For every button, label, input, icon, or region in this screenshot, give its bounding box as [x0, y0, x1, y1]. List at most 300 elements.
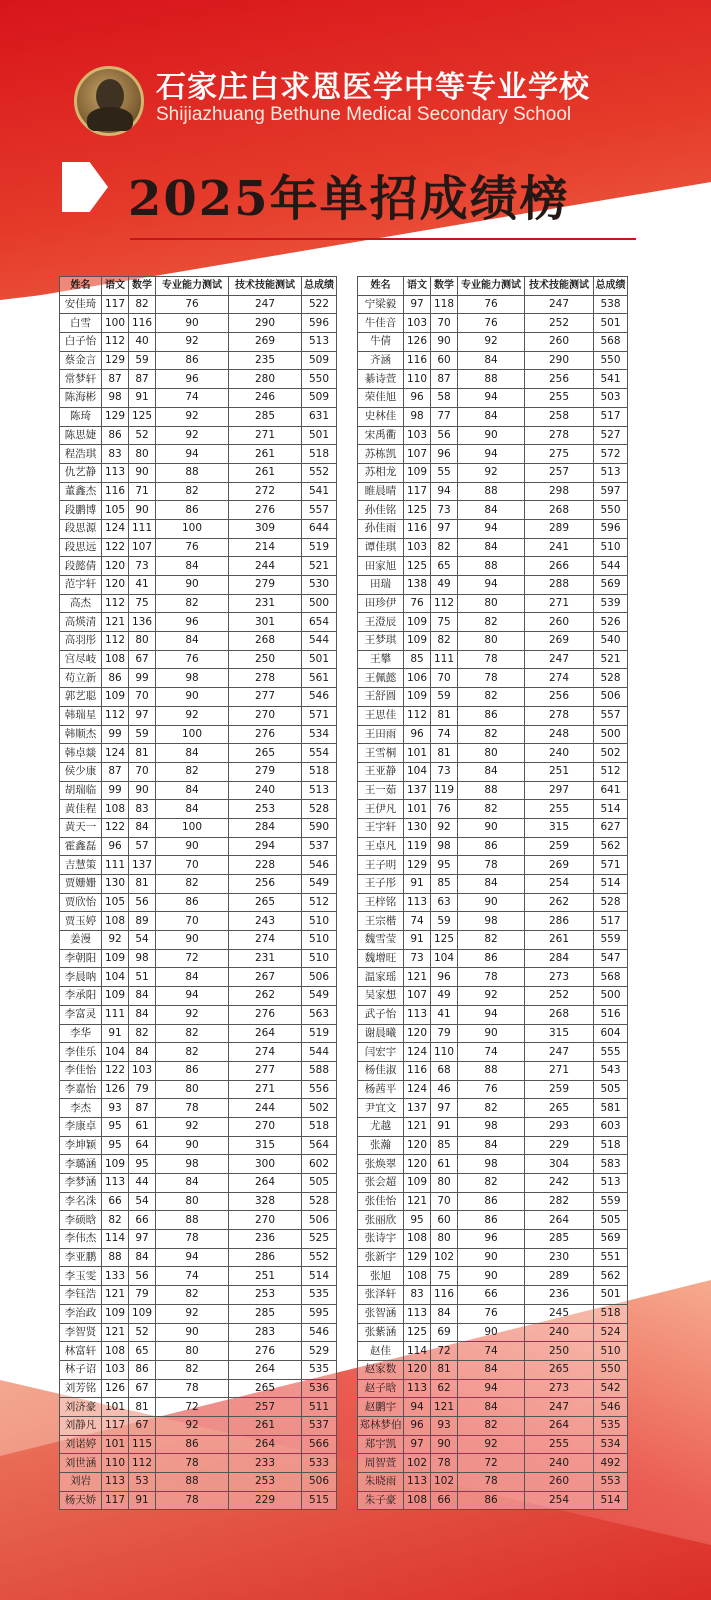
- score-cell: 125: [404, 501, 431, 520]
- score-cell: 80: [431, 1174, 458, 1193]
- student-name-cell: 段思源: [60, 519, 102, 538]
- score-cell: 328: [229, 1192, 302, 1211]
- score-cell: 97: [129, 1230, 156, 1249]
- student-name-cell: 刘芳铭: [60, 1379, 102, 1398]
- score-cell: 252: [525, 314, 594, 333]
- score-cell: 265: [229, 893, 302, 912]
- score-cell: 261: [229, 463, 302, 482]
- score-cell: 506: [302, 1211, 337, 1230]
- student-name-cell: 李智贤: [60, 1323, 102, 1342]
- score-cell: 518: [594, 1136, 628, 1155]
- table-row: [358, 1491, 628, 1510]
- logo-bust-body: [87, 107, 133, 131]
- score-cell: 284: [525, 949, 594, 968]
- score-cell: 276: [229, 501, 302, 520]
- school-name-english: Shijiazhuang Bethune Medical Secondary School: [156, 104, 572, 125]
- table-row: [358, 1024, 628, 1043]
- score-cell: 505: [594, 1211, 628, 1230]
- score-cell: 130: [404, 818, 431, 837]
- student-name-cell: 张旭: [358, 1267, 404, 1286]
- table-row: [60, 800, 337, 819]
- score-cell: 82: [156, 482, 229, 501]
- student-name-cell: 张丽欣: [358, 1211, 404, 1230]
- student-name-cell: 王卓凡: [358, 837, 404, 856]
- score-cell: 261: [229, 1416, 302, 1435]
- score-cell: 41: [431, 1005, 458, 1024]
- table-row: [60, 370, 337, 389]
- score-cell: 298: [525, 482, 594, 501]
- table-row: [358, 949, 628, 968]
- score-cell: 644: [302, 519, 337, 538]
- score-cell: 78: [156, 1491, 229, 1510]
- score-cell: 90: [431, 1435, 458, 1454]
- score-cell: 133: [102, 1267, 129, 1286]
- score-cell: 510: [302, 949, 337, 968]
- score-cell: 514: [594, 800, 628, 819]
- score-cell: 57: [129, 837, 156, 856]
- score-cell: 97: [404, 295, 431, 314]
- table-row: [60, 875, 337, 894]
- score-cell: 547: [594, 949, 628, 968]
- table-row: [60, 426, 337, 445]
- student-name-cell: 黄佳程: [60, 800, 102, 819]
- score-cell: 61: [431, 1155, 458, 1174]
- table-row: [60, 893, 337, 912]
- student-name-cell: 王澄辰: [358, 613, 404, 632]
- score-cell: 112: [102, 594, 129, 613]
- score-cell: 278: [525, 706, 594, 725]
- score-cell: 137: [129, 856, 156, 875]
- score-cell: 84: [458, 762, 525, 781]
- student-name-cell: 李坤颖: [60, 1136, 102, 1155]
- score-cell: 80: [129, 445, 156, 464]
- score-cell: 84: [458, 538, 525, 557]
- score-cell: 270: [229, 1117, 302, 1136]
- score-cell: 113: [404, 1379, 431, 1398]
- score-cell: 106: [404, 669, 431, 688]
- student-name-cell: 赵子晗: [358, 1379, 404, 1398]
- score-cell: 129: [102, 351, 129, 370]
- table-row: [358, 351, 628, 370]
- table-row: [60, 445, 337, 464]
- score-cell: 100: [156, 818, 229, 837]
- table-row: [60, 1379, 337, 1398]
- score-cell: 559: [594, 931, 628, 950]
- student-name-cell: 李承阳: [60, 987, 102, 1006]
- score-cell: 76: [458, 314, 525, 333]
- score-cell: 513: [302, 781, 337, 800]
- score-cell: 266: [525, 557, 594, 576]
- score-cell: 257: [525, 463, 594, 482]
- score-cell: 274: [229, 931, 302, 950]
- table-row: [358, 1435, 628, 1454]
- score-cell: 293: [525, 1117, 594, 1136]
- score-cell: 129: [404, 1248, 431, 1267]
- score-cell: 69: [431, 1323, 458, 1342]
- student-name-cell: 王梓铭: [358, 893, 404, 912]
- score-cell: 525: [302, 1230, 337, 1249]
- table-row: [358, 1174, 628, 1193]
- score-cell: 76: [458, 1080, 525, 1099]
- student-name-cell: 刘世涵: [60, 1454, 102, 1473]
- score-cell: 78: [458, 650, 525, 669]
- score-cell: 70: [156, 856, 229, 875]
- student-name-cell: 牛佳音: [358, 314, 404, 333]
- student-name-cell: 牛倩: [358, 333, 404, 352]
- score-cell: 111: [102, 1005, 129, 1024]
- score-cell: 94: [458, 445, 525, 464]
- student-name-cell: 仇艺静: [60, 463, 102, 482]
- table-row: [60, 1024, 337, 1043]
- score-cell: 74: [156, 1267, 229, 1286]
- score-cell: 90: [129, 463, 156, 482]
- table-row: [358, 1360, 628, 1379]
- score-cell: 91: [129, 1491, 156, 1510]
- score-cell: 236: [525, 1286, 594, 1305]
- score-cell: 261: [525, 931, 594, 950]
- table-row: [358, 856, 628, 875]
- score-cell: 279: [229, 576, 302, 595]
- table-row: [60, 650, 337, 669]
- score-cell: 264: [525, 1211, 594, 1230]
- table-row: [358, 1416, 628, 1435]
- score-cell: 79: [129, 1080, 156, 1099]
- score-cell: 109: [102, 949, 129, 968]
- score-cell: 113: [404, 1304, 431, 1323]
- score-cell: 554: [302, 744, 337, 763]
- score-cell: 588: [302, 1061, 337, 1080]
- score-cell: 88: [458, 781, 525, 800]
- score-cell: 280: [229, 370, 302, 389]
- score-cell: 581: [594, 1099, 628, 1118]
- student-name-cell: 李朝阳: [60, 949, 102, 968]
- student-name-cell: 赵佳: [358, 1342, 404, 1361]
- score-cell: 501: [594, 314, 628, 333]
- score-cell: 260: [525, 613, 594, 632]
- student-name-cell: 睢晨晴: [358, 482, 404, 501]
- student-name-cell: 王宗楷: [358, 912, 404, 931]
- score-cell: 80: [458, 744, 525, 763]
- table-row: [358, 1473, 628, 1492]
- table-row: [60, 1491, 337, 1510]
- score-cell: 92: [458, 1435, 525, 1454]
- table-row: [358, 632, 628, 651]
- score-cell: 265: [525, 1099, 594, 1118]
- student-name-cell: 张紫涵: [358, 1323, 404, 1342]
- table-row: [60, 669, 337, 688]
- student-name-cell: 韩卓燚: [60, 744, 102, 763]
- score-cell: 112: [102, 706, 129, 725]
- score-cell: 544: [594, 557, 628, 576]
- score-cell: 240: [525, 1323, 594, 1342]
- score-cell: 86: [129, 1360, 156, 1379]
- student-name-cell: 高煐清: [60, 613, 102, 632]
- score-cell: 82: [129, 295, 156, 314]
- score-cell: 105: [102, 501, 129, 520]
- score-cell: 82: [431, 538, 458, 557]
- score-cell: 98: [156, 1155, 229, 1174]
- table-row: [60, 837, 337, 856]
- score-cell: 65: [431, 557, 458, 576]
- column-header: 总成绩: [594, 277, 628, 296]
- score-cell: 255: [525, 800, 594, 819]
- score-cell: 114: [102, 1230, 129, 1249]
- column-header: 专业能力测试: [156, 277, 229, 296]
- table-row: [60, 706, 337, 725]
- score-cell: 94: [404, 1398, 431, 1417]
- score-cell: 90: [156, 576, 229, 595]
- score-cell: 285: [229, 407, 302, 426]
- score-cell: 76: [458, 1304, 525, 1323]
- score-cell: 67: [129, 650, 156, 669]
- score-cell: 138: [404, 576, 431, 595]
- score-cell: 91: [404, 875, 431, 894]
- table-row: [358, 482, 628, 501]
- score-cell: 262: [229, 987, 302, 1006]
- student-name-cell: 张泽轩: [358, 1286, 404, 1305]
- score-cell: 107: [129, 538, 156, 557]
- score-cell: 572: [594, 445, 628, 464]
- score-cell: 276: [229, 1342, 302, 1361]
- score-cell: 60: [431, 1211, 458, 1230]
- table-row: [358, 407, 628, 426]
- student-name-cell: 李钰浩: [60, 1286, 102, 1305]
- score-cell: 86: [156, 1435, 229, 1454]
- score-cell: 56: [129, 1267, 156, 1286]
- score-cell: 84: [129, 1005, 156, 1024]
- score-cell: 99: [102, 725, 129, 744]
- student-name-cell: 李晨呐: [60, 968, 102, 987]
- score-cell: 251: [229, 1267, 302, 1286]
- score-cell: 100: [156, 725, 229, 744]
- score-cell: 501: [302, 426, 337, 445]
- table-row: [60, 1043, 337, 1062]
- score-cell: 278: [525, 426, 594, 445]
- score-cell: 98: [458, 1117, 525, 1136]
- table-row: [358, 1136, 628, 1155]
- score-cell: 566: [302, 1435, 337, 1454]
- score-cell: 556: [302, 1080, 337, 1099]
- student-name-cell: 李佳乐: [60, 1043, 102, 1062]
- score-cell: 87: [102, 762, 129, 781]
- table-row: [358, 837, 628, 856]
- student-name-cell: 朱子豪: [358, 1491, 404, 1510]
- score-cell: 96: [458, 1230, 525, 1249]
- student-name-cell: 齐涵: [358, 351, 404, 370]
- score-cell: 120: [404, 1360, 431, 1379]
- score-cell: 270: [229, 1211, 302, 1230]
- score-cell: 273: [525, 968, 594, 987]
- score-cell: 102: [431, 1473, 458, 1492]
- score-cell: 87: [129, 370, 156, 389]
- column-header: 专业能力测试: [458, 277, 525, 296]
- student-name-cell: 刘济豪: [60, 1398, 102, 1417]
- score-cell: 571: [302, 706, 337, 725]
- score-cell: 70: [156, 912, 229, 931]
- table-header-row: [60, 277, 337, 296]
- score-cell: 82: [458, 688, 525, 707]
- score-cell: 111: [102, 856, 129, 875]
- score-cell: 231: [229, 949, 302, 968]
- score-cell: 240: [525, 1454, 594, 1473]
- score-cell: 247: [525, 650, 594, 669]
- score-cell: 71: [129, 482, 156, 501]
- score-cell: 85: [404, 650, 431, 669]
- score-cell: 78: [156, 1379, 229, 1398]
- score-cell: 108: [404, 1491, 431, 1510]
- table-row: [358, 1192, 628, 1211]
- score-cell: 518: [594, 1304, 628, 1323]
- score-cell: 86: [458, 949, 525, 968]
- score-cell: 108: [102, 912, 129, 931]
- student-name-cell: 贾欣怡: [60, 893, 102, 912]
- score-cell: 550: [594, 501, 628, 520]
- score-cell: 230: [525, 1248, 594, 1267]
- score-cell: 254: [525, 1491, 594, 1510]
- score-cell: 84: [458, 407, 525, 426]
- table-row: [358, 1286, 628, 1305]
- table-row: [358, 538, 628, 557]
- score-cell: 512: [302, 893, 337, 912]
- table-row: [60, 1174, 337, 1193]
- score-cell: 258: [525, 407, 594, 426]
- score-cell: 288: [525, 576, 594, 595]
- score-cell: 119: [431, 781, 458, 800]
- score-cell: 569: [594, 1230, 628, 1249]
- student-name-cell: 侯少康: [60, 762, 102, 781]
- score-cell: 98: [404, 407, 431, 426]
- score-cell: 96: [404, 389, 431, 408]
- score-cell: 96: [404, 1416, 431, 1435]
- score-cell: 557: [302, 501, 337, 520]
- score-table-left: [59, 276, 337, 1510]
- table-row: [60, 688, 337, 707]
- score-cell: 276: [229, 725, 302, 744]
- score-cell: 112: [431, 594, 458, 613]
- score-cell: 95: [102, 1136, 129, 1155]
- score-cell: 92: [156, 706, 229, 725]
- table-row: [60, 295, 337, 314]
- table-row: [60, 1454, 337, 1473]
- score-cell: 590: [302, 818, 337, 837]
- score-cell: 125: [431, 931, 458, 950]
- table-row: [358, 781, 628, 800]
- score-cell: 563: [302, 1005, 337, 1024]
- table-row: [60, 1061, 337, 1080]
- score-cell: 86: [102, 426, 129, 445]
- table-row: [60, 1080, 337, 1099]
- score-cell: 544: [302, 632, 337, 651]
- score-cell: 99: [129, 669, 156, 688]
- score-cell: 90: [156, 314, 229, 333]
- table-row: [60, 987, 337, 1006]
- score-cell: 112: [102, 333, 129, 352]
- student-name-cell: 王伊凡: [358, 800, 404, 819]
- score-cell: 91: [404, 931, 431, 950]
- score-cell: 120: [102, 557, 129, 576]
- score-cell: 80: [129, 632, 156, 651]
- score-cell: 56: [431, 426, 458, 445]
- score-cell: 500: [302, 594, 337, 613]
- score-cell: 309: [229, 519, 302, 538]
- score-cell: 98: [458, 912, 525, 931]
- score-cell: 90: [458, 1024, 525, 1043]
- score-cell: 583: [594, 1155, 628, 1174]
- table-row: [60, 1267, 337, 1286]
- score-cell: 244: [229, 1099, 302, 1118]
- score-cell: 277: [229, 688, 302, 707]
- student-name-cell: 段鹏博: [60, 501, 102, 520]
- score-cell: 112: [102, 632, 129, 651]
- score-cell: 91: [102, 1024, 129, 1043]
- table-row: [358, 1005, 628, 1024]
- score-cell: 88: [458, 1061, 525, 1080]
- score-cell: 107: [404, 445, 431, 464]
- score-cell: 535: [302, 1286, 337, 1305]
- score-cell: 524: [594, 1323, 628, 1342]
- score-cell: 70: [129, 762, 156, 781]
- score-cell: 88: [156, 463, 229, 482]
- student-name-cell: 田家旭: [358, 557, 404, 576]
- score-cell: 229: [229, 1491, 302, 1510]
- score-cell: 75: [431, 1267, 458, 1286]
- score-cell: 111: [129, 519, 156, 538]
- score-cell: 82: [458, 1174, 525, 1193]
- table-row: [60, 725, 337, 744]
- score-cell: 94: [458, 389, 525, 408]
- score-cell: 276: [229, 1005, 302, 1024]
- score-cell: 109: [404, 613, 431, 632]
- title-divider: [130, 238, 636, 240]
- score-cell: 82: [458, 931, 525, 950]
- score-cell: 87: [431, 370, 458, 389]
- score-cell: 72: [458, 1454, 525, 1473]
- score-cell: 82: [458, 613, 525, 632]
- score-cell: 272: [229, 482, 302, 501]
- score-cell: 115: [129, 1435, 156, 1454]
- score-cell: 562: [594, 837, 628, 856]
- student-name-cell: 陈琦: [60, 407, 102, 426]
- student-name-cell: 张焕翠: [358, 1155, 404, 1174]
- score-cell: 76: [404, 594, 431, 613]
- score-cell: 109: [102, 1155, 129, 1174]
- score-cell: 70: [431, 314, 458, 333]
- score-cell: 285: [525, 1230, 594, 1249]
- score-cell: 544: [302, 1043, 337, 1062]
- score-cell: 121: [404, 1192, 431, 1211]
- score-cell: 528: [302, 1192, 337, 1211]
- table-row: [358, 875, 628, 894]
- score-cell: 67: [129, 1416, 156, 1435]
- score-cell: 88: [156, 1473, 229, 1492]
- score-cell: 91: [129, 389, 156, 408]
- score-cell: 125: [404, 557, 431, 576]
- score-cell: 294: [229, 837, 302, 856]
- score-cell: 539: [594, 594, 628, 613]
- score-cell: 68: [431, 1061, 458, 1080]
- score-cell: 315: [525, 1024, 594, 1043]
- student-name-cell: 胡瑞临: [60, 781, 102, 800]
- score-cell: 521: [594, 650, 628, 669]
- score-cell: 252: [525, 987, 594, 1006]
- score-cell: 73: [431, 501, 458, 520]
- score-cell: 53: [129, 1473, 156, 1492]
- table-row: [358, 725, 628, 744]
- student-name-cell: 张诗宇: [358, 1230, 404, 1249]
- score-cell: 267: [229, 968, 302, 987]
- table-row: [60, 856, 337, 875]
- score-cell: 99: [102, 781, 129, 800]
